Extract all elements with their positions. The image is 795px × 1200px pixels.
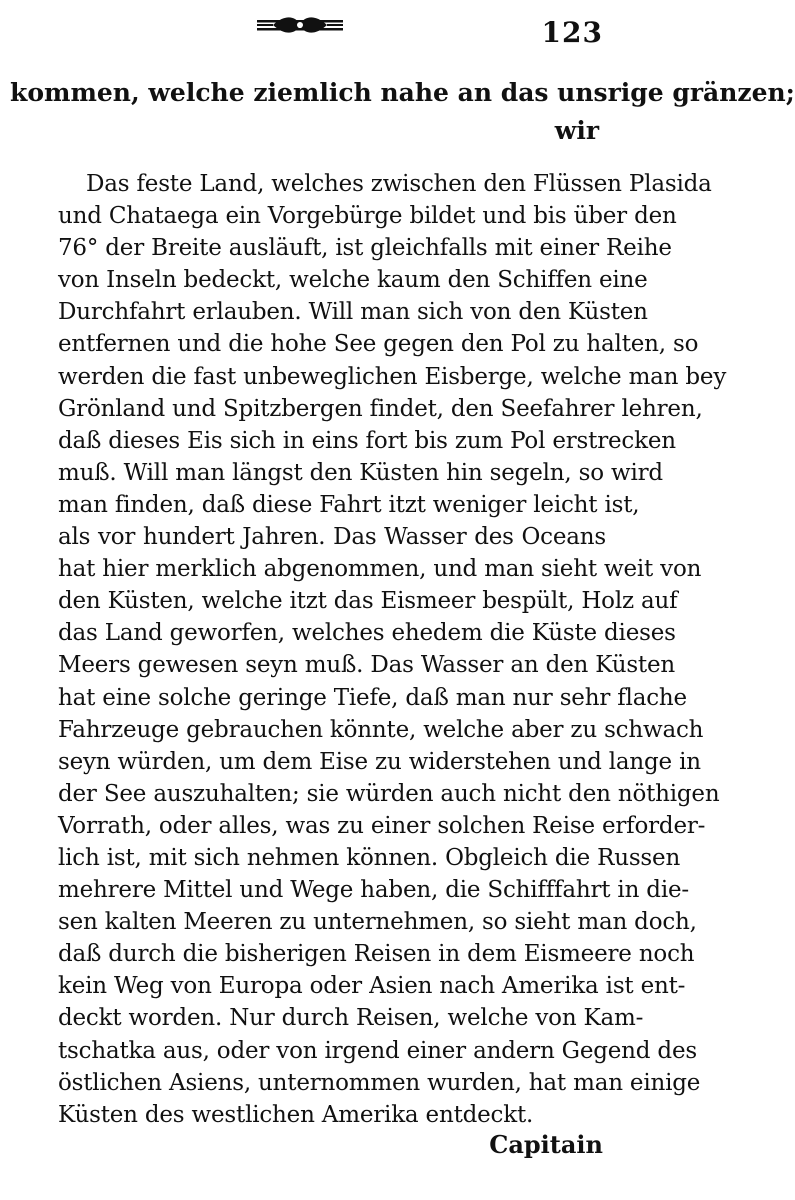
text-line: entfernen und die hohe See gegen den Pol zu halten, so bbox=[58, 331, 699, 358]
text-line: den Küsten, welche itzt das Eismeer bespült, Holz auf bbox=[58, 588, 678, 615]
text-line: Das feste Land, welches zwischen den Flüssen Plasida bbox=[86, 171, 712, 197]
text-line: mehrere Mittel und Wege haben, die Schifffahrt in die- bbox=[58, 877, 689, 904]
text-line: östlichen Asiens, unternommen wurden, hat man einige bbox=[58, 1069, 701, 1096]
text-line: Durchfahrt erlauben. Will man sich von den Küsten bbox=[58, 299, 648, 326]
catchword-bottom: Capitain bbox=[489, 1130, 603, 1159]
text-line: der See auszuhalten; sie würden auch nicht den nöthigen bbox=[58, 780, 720, 807]
text-line: daß dieses Eis sich in eins fort bis zum Pol erstrecken bbox=[58, 427, 676, 454]
text-line: lich ist, mit sich nehmen können. Obgleich die Russen bbox=[58, 844, 681, 871]
text-line: das Land geworfen, welches ehedem die Küste dieses bbox=[58, 620, 676, 647]
text-line: muß. Will man längst den Küsten hin segeln, so wird bbox=[58, 459, 663, 486]
text-line: Grönland und Spitzbergen findet, den Seefahrer lehren, bbox=[58, 395, 703, 422]
text-line: von Inseln bedeckt, welche kaum den Schiffen eine bbox=[58, 267, 648, 294]
text-line: Küsten des westlichen Amerika entdeckt. bbox=[58, 1101, 534, 1128]
text-line: hat eine solche geringe Tiefe, daß man nur sehr flache bbox=[58, 684, 687, 711]
text-line: 76° der Breite ausläuft, ist gleichfalls mit einer Reihe bbox=[58, 235, 672, 262]
text-line: man finden, daß diese Fahrt itzt weniger leicht ist, bbox=[58, 491, 640, 518]
text-line: daß durch die bisherigen Reisen in dem Eismeere noch bbox=[58, 941, 695, 968]
text-line: und Chataega ein Vorgebürge bildet und bis über den bbox=[58, 203, 677, 230]
text-line: deckt worden. Nur durch Reisen, welche von Kam- bbox=[58, 1005, 644, 1032]
running-text-line: kommen, welche ziemlich nahe an das unsrige gränzen; bbox=[10, 78, 795, 107]
text-line: Meers gewesen seyn muß. Das Wasser an den Küsten bbox=[58, 652, 675, 679]
rule-ornament-icon bbox=[255, 12, 345, 38]
text-line: sen kalten Meeren zu unternehmen, so sieht man doch, bbox=[58, 909, 697, 936]
text-line: kein Weg von Europa oder Asien nach Amerika ist ent- bbox=[58, 973, 686, 1000]
text-line: als vor hundert Jahren. Das Wasser des Oceans bbox=[58, 524, 606, 551]
text-line: Fahrzeuge gebrauchen könnte, welche aber zu schwach bbox=[58, 716, 704, 743]
catchword-top: wir bbox=[554, 116, 599, 145]
text-line: seyn würden, um dem Eise zu widerstehen und lange in bbox=[58, 748, 701, 775]
body-paragraph bbox=[58, 168, 727, 1131]
text-line: hat hier merklich abgenommen, und man sieht weit von bbox=[58, 556, 702, 583]
text-line: werden die fast unbeweglichen Eisberge, welche man bey bbox=[58, 363, 727, 390]
text-line: tschatka aus, oder von irgend einer andern Gegend des bbox=[58, 1037, 697, 1064]
page-number: 123 bbox=[541, 16, 603, 49]
text-line: Vorrath, oder alles, was zu einer solchen Reise erforder- bbox=[58, 812, 706, 839]
